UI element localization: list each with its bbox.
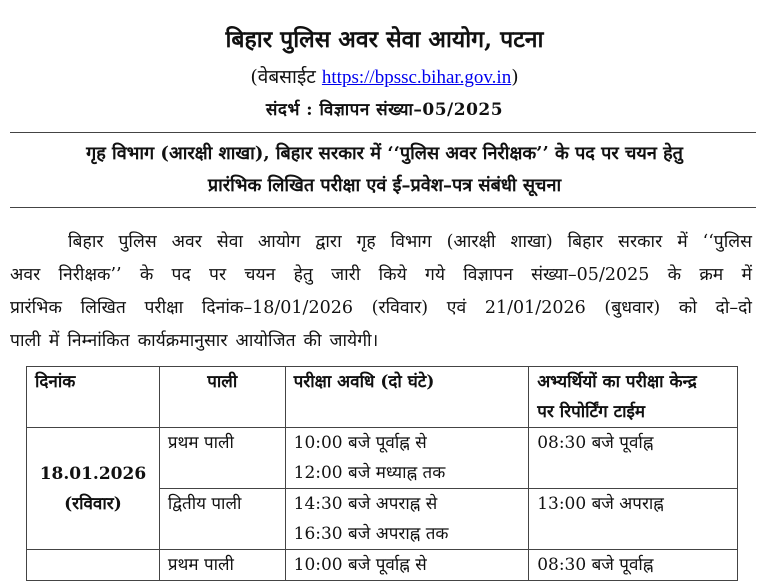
paragraph-word: गये [424,265,445,285]
paragraph-word: आयोग [257,232,301,252]
paragraph-word: को [678,298,697,318]
table-row [27,428,738,489]
paragraph-word: में [48,331,60,351]
paragraph-word: में [741,265,752,285]
reporting-cell: 08:30 बजे पूर्वाह्न [529,428,738,489]
reporting-cell: 08:30 बजे पूर्वाह्न [529,550,738,581]
paragraph-word: एवं [446,298,467,318]
paragraph-word: पुलिस [118,232,157,252]
exam-schedule-table [26,366,738,581]
paragraph-word: ‘‘पुलिस [702,232,752,252]
paragraph-word: बिहार [68,232,104,252]
paragraph-word: में [677,232,688,252]
header-reporting-time: अभ्यर्थियों का परीक्षा केन्द्र पर रिपोर्टिंग टाईम [529,367,738,428]
paragraph-word: संख्या–05/2025 [531,265,650,285]
date-cell [27,428,160,550]
paragraph-word: सेवा [216,232,243,252]
shift-cell: द्वितीय पाली [159,489,285,550]
website-line [0,63,769,89]
table-row [27,550,738,581]
header-shift: पाली [159,367,285,428]
paragraph-line [10,292,752,325]
paragraph-word: की [303,331,322,351]
shift-cell: प्रथम पाली [159,550,285,581]
paragraph-word: चयन [244,265,276,285]
paragraph-word: द्वारा [315,232,342,252]
paragraph-word: शाखा) [510,232,553,252]
paragraph-word: विज्ञापन [463,265,513,285]
paragraph-word: दो–दो [715,298,752,318]
divider-bottom [10,207,756,208]
paragraph-word: निम्नांकित [67,331,130,351]
paragraph-word: क्रम [699,265,724,285]
duration-cell: 10:00 बजे पूर्वाह्न से 12:00 बजे मध्याह्न तक [285,428,529,489]
paragraph-word: पद [171,265,191,285]
paragraph-word: (आरक्षी [446,232,496,252]
paragraph-line [10,259,752,292]
duration-cell: 14:30 बजे अपराह्न से 16:30 बजे अपराह्न तक [285,489,529,550]
paragraph-word: परीक्षा [144,298,184,318]
advertisement-reference: संदर्भ : विज्ञापन संख्या–05/2025 [265,100,504,120]
paragraph-word: निरीक्षक’’ [58,265,122,285]
reporting-cell: 13:00 बजे अपराह्न [529,489,738,550]
table-header-row [27,367,738,428]
paragraph-word: प्रारंभिक [10,298,62,318]
paragraph-word: (रविवार) [371,298,429,318]
paragraph-word: के [667,265,682,285]
notice-paragraph [10,226,752,358]
duration-cell: 10:00 बजे पूर्वाह्न से [285,550,529,581]
subject-line-1: गृह विभाग (आरक्षी शाखा), बिहार सरकार में ‘‘पुलिस अवर निरीक्षक’’ के पद पर चयन हेतु [86,143,683,164]
paragraph-word: गृह [356,232,376,252]
paragraph-word: 21/01/2026 [484,298,586,318]
paragraph-word: अवर [10,265,41,285]
paragraph-word: जायेगी। [329,331,379,351]
page-title: बिहार पुलिस अवर सेवा आयोग, पटना [225,26,544,53]
paragraph-word: कार्यक्रमानुसार [137,331,228,351]
paragraph-word: सरकार [618,232,663,252]
paragraph-word: के [139,265,154,285]
website-prefix: (वेबसाईट [250,66,322,88]
date-value: 18.01.2026 [39,463,147,484]
date-cell [27,550,160,581]
paragraph-word: अवर [171,232,202,252]
paragraph-word: (बुधवार) [604,298,661,318]
website-link[interactable]: https://bpssc.bihar.gov.in [321,67,512,88]
paragraph-word: पाली [10,331,41,351]
paragraph-word: आयोजित [235,331,296,351]
day-value: (रविवार) [64,493,122,514]
shift-cell: प्रथम पाली [159,428,285,489]
subject-line-2: प्रारंभिक लिखित परीक्षा एवं ई–प्रवेश–पत्र संबंधी सूचना [207,175,562,196]
paragraph-line [10,226,752,259]
website-suffix: ) [511,66,519,88]
paragraph-line [10,325,752,358]
header-date: दिनांक [27,367,160,428]
paragraph-word: जारी [331,265,361,285]
paragraph-word: हेतु [293,265,313,285]
header-duration: परीक्षा अवधि (दो घंटे) [285,367,529,428]
paragraph-word: लिखित [80,298,126,318]
paragraph-word: दिनांक–18/01/2026 [201,298,353,318]
paragraph-word: किये [378,265,407,285]
paragraph-word: बिहार [567,232,604,252]
paragraph-word: पर [209,265,227,285]
paragraph-word: विभाग [390,232,432,252]
divider-top [10,132,756,133]
